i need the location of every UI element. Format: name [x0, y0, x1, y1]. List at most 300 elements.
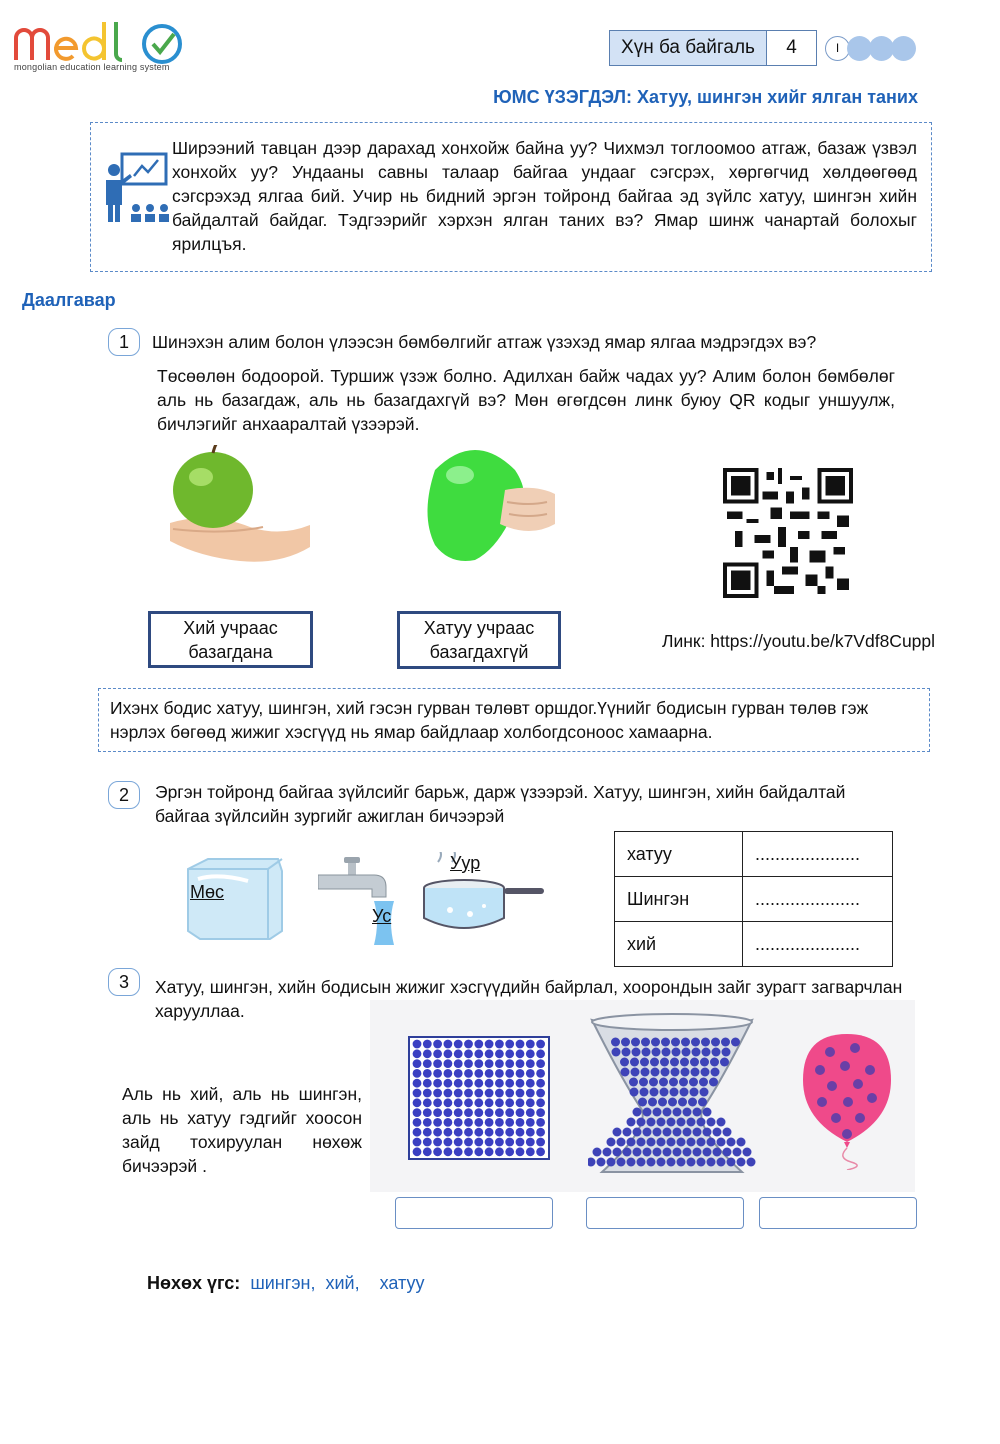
particle [853, 1079, 863, 1089]
particle [640, 1088, 649, 1097]
particle [536, 1108, 545, 1117]
particle [733, 1148, 742, 1157]
particle [505, 1098, 514, 1107]
particle [710, 1058, 719, 1067]
particle [711, 1038, 720, 1047]
particle [454, 1049, 463, 1058]
particle [423, 1147, 432, 1156]
info-text: Ихэнх бодис хатуу, шингэн, хий гэсэн гурван төлөвт оршдог.Үүнийг бодисын гурван төлөв гэж нэрлэх бөгөөд жижиг хэсгүүд нь ямар байдлаар холбогдсоноос хамаарна. [110, 698, 869, 742]
particle [611, 1038, 620, 1047]
particle [485, 1118, 494, 1127]
gas-balloon-model [800, 1030, 895, 1170]
particle [825, 1047, 835, 1057]
particle [843, 1097, 853, 1107]
particle [737, 1138, 746, 1147]
answer-blank[interactable]: ..................... [743, 832, 893, 877]
particle [817, 1097, 827, 1107]
particle [683, 1108, 692, 1117]
particle [687, 1138, 696, 1147]
particle [661, 1038, 670, 1047]
particle [474, 1089, 483, 1098]
particle [485, 1147, 494, 1156]
particle [454, 1128, 463, 1137]
particle [673, 1108, 682, 1117]
squeezed-ball-image [415, 440, 555, 570]
particle [516, 1040, 525, 1049]
particle [505, 1128, 514, 1137]
particle [536, 1118, 545, 1127]
particle [444, 1040, 453, 1049]
particle [516, 1138, 525, 1147]
particle [627, 1118, 636, 1127]
particle [633, 1108, 642, 1117]
particle [677, 1158, 686, 1167]
particle [697, 1118, 706, 1127]
liquid-particle-model [588, 1012, 756, 1182]
particle [464, 1147, 473, 1156]
task-3-instruction: Аль нь хий, аль нь шингэн, аль нь хатуу гэдгийг хоосон зайд тохируулан нөхөж бичээрэй . [122, 1084, 362, 1176]
lesson-marker-dot: I [825, 36, 850, 61]
particle [433, 1138, 442, 1147]
particle [495, 1138, 504, 1147]
particle [464, 1059, 473, 1068]
particle [670, 1088, 679, 1097]
particle [433, 1079, 442, 1088]
particle [597, 1158, 606, 1167]
particle [454, 1108, 463, 1117]
particle [464, 1049, 473, 1058]
particle [423, 1118, 432, 1127]
particle [641, 1068, 650, 1077]
particle [423, 1098, 432, 1107]
particle [687, 1118, 696, 1127]
particle [444, 1138, 453, 1147]
logo-tagline: mongolian education learning system [14, 62, 170, 72]
particle [653, 1128, 662, 1137]
particle [627, 1158, 636, 1167]
particle [703, 1128, 712, 1137]
particle [536, 1138, 545, 1147]
answer-blank[interactable]: ..................... [743, 922, 893, 967]
particle [526, 1128, 535, 1137]
particle [673, 1148, 682, 1157]
particle [659, 1078, 668, 1087]
particle [536, 1079, 545, 1088]
particle [650, 1058, 659, 1067]
particle [505, 1049, 514, 1058]
steam-label: Уур [450, 853, 481, 873]
particle [495, 1147, 504, 1156]
particle [433, 1089, 442, 1098]
particle [536, 1069, 545, 1078]
particle [643, 1108, 652, 1117]
particle [413, 1138, 422, 1147]
particle [536, 1040, 545, 1049]
answer-box-gas[interactable] [759, 1197, 917, 1229]
particle [723, 1128, 732, 1137]
particle [693, 1148, 702, 1157]
intro-text: Ширээний тавцан дээр дарахад хонхойж байна уу? Чихмэл тоглоомоо атгаж, базаж үзвэл хонхойх уу? Ундааны савны талаар байгаа ундааг сэгсрэх, хөргөгчид хөлдөөгөөд сэгсрэхэд ялгаа бий. Учир нь бидний эргэн тойронд байгаа эд зүйлс хатуу, шингэн хийн байдалтай байдаг. Тэдгээрийг хэрхэн ялган таних вэ? Ямар шинж чанартай болохыг ярилцъя. [172, 138, 917, 254]
particle [505, 1040, 514, 1049]
particle [731, 1038, 740, 1047]
particle [815, 1065, 825, 1075]
ice-label: Мөс [190, 882, 225, 902]
particle [603, 1148, 612, 1157]
particle [526, 1108, 535, 1117]
particle [505, 1138, 514, 1147]
particle [722, 1048, 731, 1057]
particle [701, 1068, 710, 1077]
particle [693, 1108, 702, 1117]
task-1-body: Төсөөлөн бодоорой. Туршиж үзэж болно. Адилхан байж чадах уу? Алим болон бөмбөлөг аль нь базагдаж, аль нь базагдахгүй вэ? Мөн өгөгдсөн линк буюу QR кодыг уншуулж, бичлэгийг анхааралтай үзээрэй. [157, 366, 895, 434]
particle [623, 1148, 632, 1157]
particle [727, 1138, 736, 1147]
particle [495, 1059, 504, 1068]
particle [667, 1118, 676, 1127]
subject-badge: Хүн ба байгаль [609, 30, 767, 66]
particle [640, 1058, 649, 1067]
particle [536, 1059, 545, 1068]
particle [423, 1040, 432, 1049]
particle [707, 1138, 716, 1147]
particle [413, 1069, 422, 1078]
particle [516, 1069, 525, 1078]
particle [588, 1158, 596, 1167]
particle [639, 1078, 648, 1087]
task-2-number: 2 [108, 781, 140, 809]
particle [723, 1148, 732, 1157]
answer-box-liquid[interactable] [586, 1197, 744, 1229]
particle [495, 1049, 504, 1058]
particle [690, 1088, 699, 1097]
particle [697, 1138, 706, 1147]
particle [668, 1098, 677, 1107]
particle [703, 1148, 712, 1157]
particle [454, 1147, 463, 1156]
particle [680, 1058, 689, 1067]
particle [663, 1108, 672, 1117]
particle [691, 1068, 700, 1077]
particle [657, 1138, 666, 1147]
particle [720, 1058, 729, 1067]
particle [621, 1038, 630, 1047]
task-3-number: 3 [108, 968, 140, 996]
fill-words [147, 1273, 424, 1294]
particle [526, 1069, 535, 1078]
particle [663, 1128, 672, 1137]
particle [433, 1108, 442, 1117]
particle [413, 1040, 422, 1049]
particle [444, 1128, 453, 1137]
particle [700, 1058, 709, 1067]
particle [657, 1118, 666, 1127]
particle [698, 1098, 707, 1107]
particle [505, 1069, 514, 1078]
particle [613, 1148, 622, 1157]
particle [679, 1078, 688, 1087]
particle [867, 1093, 877, 1103]
particle [673, 1128, 682, 1137]
particle [526, 1098, 535, 1107]
particle [701, 1038, 710, 1047]
particle [711, 1068, 720, 1077]
particle [474, 1147, 483, 1156]
particle [505, 1089, 514, 1098]
answer-box-solid[interactable] [395, 1197, 553, 1229]
particle [827, 1081, 837, 1091]
state-name: хий [615, 922, 743, 967]
particle [607, 1158, 616, 1167]
particle [454, 1138, 463, 1147]
particle [652, 1048, 661, 1057]
particle [444, 1089, 453, 1098]
particle [669, 1078, 678, 1087]
particle [700, 1088, 709, 1097]
particle [688, 1098, 697, 1107]
fill-words-label: Нөхөх үгс: [147, 1273, 241, 1293]
particle [840, 1061, 850, 1071]
particle [495, 1040, 504, 1049]
particle [526, 1059, 535, 1068]
particle [713, 1128, 722, 1137]
particle [617, 1138, 626, 1147]
particle [633, 1128, 642, 1137]
particle [464, 1098, 473, 1107]
fill-word: хатуу [379, 1273, 425, 1293]
particle [474, 1049, 483, 1058]
particle [623, 1128, 632, 1137]
particle [413, 1079, 422, 1088]
particle [413, 1059, 422, 1068]
particle [627, 1138, 636, 1147]
particle [638, 1098, 647, 1107]
particle [454, 1098, 463, 1107]
particle [707, 1158, 716, 1167]
task-1-question: Шинэхэн алим болон үлээсэн бөмбөлгийг атгаж үзэхэд ямар ялгаа мэдрэгдэх вэ? [152, 332, 817, 352]
particle [433, 1118, 442, 1127]
particle [651, 1038, 660, 1047]
particle [680, 1088, 689, 1097]
particle [444, 1147, 453, 1156]
particle [516, 1147, 525, 1156]
particle [743, 1148, 752, 1157]
particle [662, 1048, 671, 1057]
topic-title: ЮМС ҮЗЭГДЭЛ: Хатуу, шингэн хийг ялган таних [493, 87, 918, 107]
particle [413, 1098, 422, 1107]
particle [433, 1049, 442, 1058]
particle [526, 1089, 535, 1098]
particle [474, 1108, 483, 1117]
particle [495, 1098, 504, 1107]
particle [622, 1048, 631, 1057]
particle [631, 1068, 640, 1077]
particle [505, 1118, 514, 1127]
label-gas-squeezes: Хий учраас базагдана [148, 611, 313, 668]
qr-code[interactable] [722, 468, 854, 598]
particle [831, 1113, 841, 1123]
particle [667, 1138, 676, 1147]
particle [516, 1089, 525, 1098]
particle [707, 1118, 716, 1127]
particle [677, 1138, 686, 1147]
particle [474, 1079, 483, 1088]
particle [692, 1048, 701, 1057]
apple-in-hand-image [165, 445, 315, 570]
particle [693, 1128, 702, 1137]
particle [658, 1098, 667, 1107]
particle [677, 1118, 686, 1127]
particle [850, 1043, 860, 1053]
particle [526, 1147, 535, 1156]
teacher-board-icon [100, 148, 172, 224]
particle [516, 1098, 525, 1107]
answer-blank[interactable]: ..................... [743, 877, 893, 922]
particle [648, 1098, 657, 1107]
particle [454, 1089, 463, 1098]
particle [485, 1089, 494, 1098]
particle [444, 1059, 453, 1068]
state-name: Шингэн [615, 877, 743, 922]
particle [653, 1108, 662, 1117]
particle [423, 1089, 432, 1098]
particle [444, 1069, 453, 1078]
particle [709, 1078, 718, 1087]
particle [632, 1048, 641, 1057]
particle [727, 1158, 736, 1167]
particle [621, 1068, 630, 1077]
particle [712, 1048, 721, 1057]
fill-word: шингэн, [250, 1273, 316, 1293]
particle [444, 1118, 453, 1127]
particle [689, 1078, 698, 1087]
particle [454, 1079, 463, 1088]
particle [647, 1118, 656, 1127]
particle [670, 1058, 679, 1067]
particle [454, 1059, 463, 1068]
particle [593, 1148, 602, 1157]
particle [643, 1128, 652, 1137]
particle [413, 1108, 422, 1117]
particle [657, 1158, 666, 1167]
fill-word: хий, [325, 1273, 360, 1293]
particle [495, 1089, 504, 1098]
particle [495, 1069, 504, 1078]
particle [631, 1038, 640, 1047]
faucet-image [318, 855, 400, 947]
particle [413, 1128, 422, 1137]
particle [516, 1079, 525, 1088]
video-link[interactable]: Линк: https://youtu.be/k7Vdf8Cuppl [662, 631, 936, 651]
particle [505, 1079, 514, 1088]
particle [474, 1098, 483, 1107]
particle [485, 1040, 494, 1049]
table-row [615, 877, 893, 922]
particle [682, 1048, 691, 1057]
particle [433, 1098, 442, 1107]
particle [464, 1138, 473, 1147]
particle [842, 1129, 852, 1139]
particle [423, 1138, 432, 1147]
particle [485, 1128, 494, 1137]
particle [721, 1038, 730, 1047]
state-name: хатуу [615, 832, 743, 877]
particle [454, 1118, 463, 1127]
particle [516, 1118, 525, 1127]
particle [855, 1113, 865, 1123]
task-2-text: Эргэн тойронд байгаа зүйлсийг барьж, дарж үзээрэй. Хатуу, шингэн, хийн байдалтай байгаа зүйлсийн зургийг ажиглан бичээрэй [155, 782, 846, 826]
particle [526, 1049, 535, 1058]
particle [485, 1098, 494, 1107]
particle [485, 1049, 494, 1058]
table-row [615, 832, 893, 877]
task-1-number: 1 [108, 328, 140, 356]
particle [423, 1069, 432, 1078]
particle [702, 1048, 711, 1057]
particle [526, 1138, 535, 1147]
particle [683, 1148, 692, 1157]
particle [536, 1089, 545, 1098]
particle [620, 1058, 629, 1067]
particle [637, 1118, 646, 1127]
particle [495, 1108, 504, 1117]
particle [474, 1128, 483, 1137]
particle [630, 1058, 639, 1067]
particle [681, 1068, 690, 1077]
particle [660, 1088, 669, 1097]
particle [485, 1059, 494, 1068]
particle [687, 1158, 696, 1167]
particle [637, 1138, 646, 1147]
particle [699, 1078, 708, 1087]
task-3-text: Хатуу, шингэн, хийн бодисын жижиг хэсгүүдийн байрлал, хоорондын зайг зурагт загварчлан харууллаа. [155, 977, 903, 1021]
particle [747, 1158, 756, 1167]
particle [413, 1118, 422, 1127]
particle [516, 1059, 525, 1068]
particle [485, 1138, 494, 1147]
particle [647, 1158, 656, 1167]
particle [423, 1059, 432, 1068]
particle [661, 1068, 670, 1077]
particle [423, 1049, 432, 1058]
particle [516, 1128, 525, 1137]
particle [464, 1128, 473, 1137]
particle [642, 1048, 651, 1057]
particle [671, 1038, 680, 1047]
steaming-pot-image [420, 852, 545, 936]
particle [433, 1040, 442, 1049]
particle [617, 1158, 626, 1167]
label-solid-not-squeeze: Хатуу учраас базагдахгүй [397, 611, 561, 669]
particle [413, 1049, 422, 1058]
particle [516, 1108, 525, 1117]
particle [703, 1108, 712, 1117]
particle [433, 1069, 442, 1078]
particle [444, 1049, 453, 1058]
particle [526, 1040, 535, 1049]
particle [423, 1108, 432, 1117]
particle [474, 1059, 483, 1068]
particle [526, 1118, 535, 1127]
task-heading: Даалгавар [22, 290, 116, 310]
particle [653, 1148, 662, 1157]
particle [630, 1088, 639, 1097]
particle [464, 1079, 473, 1088]
particle [641, 1038, 650, 1047]
particle [663, 1148, 672, 1157]
particle [737, 1158, 746, 1167]
particle [464, 1040, 473, 1049]
particle [444, 1079, 453, 1088]
